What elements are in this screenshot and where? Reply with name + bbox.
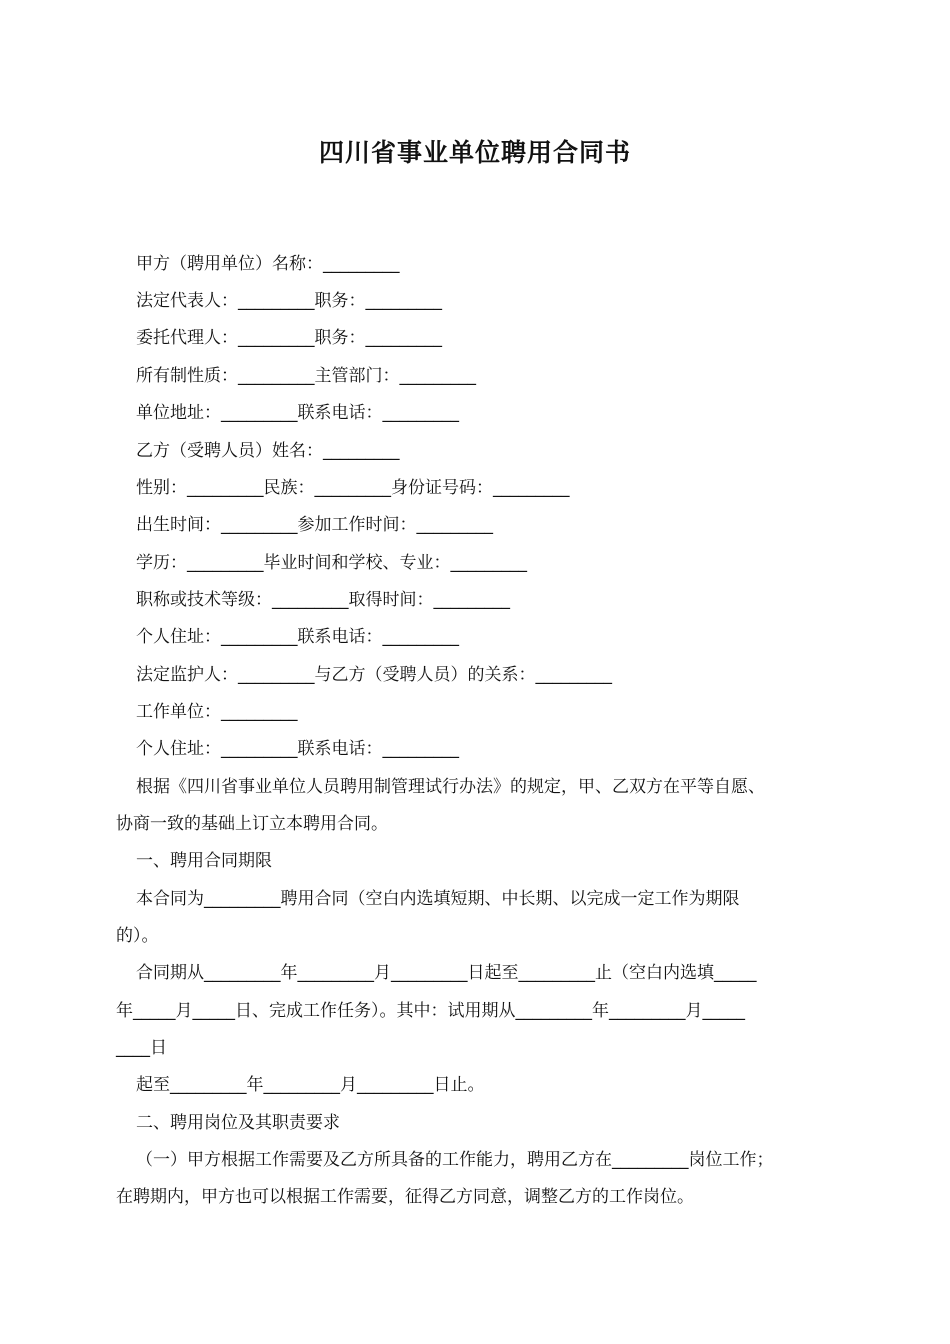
birth-work-time-line: 出生时间：_________参加工作时间：_________ bbox=[136, 515, 493, 535]
title-grade-line: 职称或技术等级：_________取得时间：_________ bbox=[136, 590, 510, 610]
probation-end-line: 起至_________年_________月_________日止。 bbox=[136, 1075, 485, 1095]
entrusted-agent-line: 委托代理人：_________职务：_________ bbox=[136, 328, 442, 348]
section-1-heading: 一、聘用合同期限 bbox=[136, 851, 272, 871]
preamble-paragraph: 根据《四川省事业单位人员聘用制管理试行办法》的规定，甲、乙双方在平等自愿、 bbox=[136, 777, 765, 797]
gender-ethnicity-id-line: 性别：_________民族：_________身份证号码：_________ bbox=[136, 478, 570, 498]
personal-address-line: 个人住址：_________联系电话：_________ bbox=[136, 627, 459, 647]
legal-representative-line: 法定代表人：_________职务：_________ bbox=[136, 291, 442, 311]
unit-address-line: 单位地址：_________联系电话：_________ bbox=[136, 403, 459, 423]
party-b-name-line: 乙方（受聘人员）姓名：_________ bbox=[136, 441, 400, 461]
contract-term-paragraph: 合同期从_________年_________月_________日起至_________止（空白内选填_____ bbox=[136, 963, 757, 983]
guardian-line: 法定监护人：_________与乙方（受聘人员）的关系：_________ bbox=[136, 665, 612, 685]
education-line: 学历：_________毕业时间和学校、专业：_________ bbox=[136, 553, 527, 573]
contract-term-paragraph-cont-2: ____日 bbox=[116, 1038, 167, 1058]
post-assignment-paragraph: （一）甲方根据工作需要及乙方所具备的工作能力，聘用乙方在_________岗位工作； bbox=[136, 1150, 774, 1170]
post-assignment-paragraph-cont: 在聘期内，甲方也可以根据工作需要，征得乙方同意，调整乙方的工作岗位。 bbox=[116, 1187, 694, 1207]
page-title: 四川省事业单位聘用合同书 bbox=[318, 138, 631, 167]
ownership-line: 所有制性质：_________主管部门：_________ bbox=[136, 366, 476, 386]
contract-type-paragraph-cont: 的）。 bbox=[116, 926, 159, 946]
party-a-name-line: 甲方（聘用单位）名称：_________ bbox=[136, 254, 400, 274]
personal-address-line-2: 个人住址：_________联系电话：_________ bbox=[136, 739, 459, 759]
section-2-heading: 二、聘用岗位及其职责要求 bbox=[136, 1113, 340, 1133]
contract-type-paragraph: 本合同为_________聘用合同（空白内选填短期、中长期、以完成一定工作为期限 bbox=[136, 889, 740, 909]
work-unit-line: 工作单位：_________ bbox=[136, 702, 298, 722]
contract-term-paragraph-cont: 年_____月_____日、完成工作任务）。其中：试用期从_________年_________月_____ bbox=[116, 1001, 745, 1021]
preamble-paragraph-cont: 协商一致的基础上订立本聘用合同。 bbox=[116, 814, 388, 834]
